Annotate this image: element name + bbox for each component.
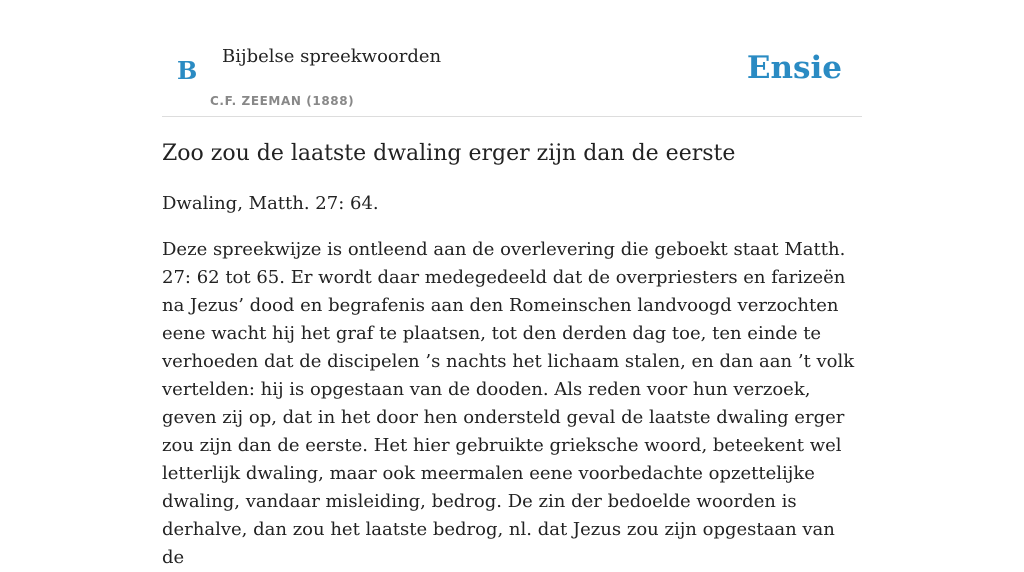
brand-logo[interactable]: Ensie bbox=[746, 50, 842, 86]
header bbox=[162, 0, 862, 117]
article-title: Zoo zou de laatste dwaling erger zijn dan de eerste bbox=[162, 141, 736, 166]
article-reference: Dwaling, Matth. 27: 64. bbox=[162, 193, 379, 214]
article-body: Deze spreekwijze is ontleend aan de overlevering die geboekt staat Matth. 27: 62 tot 65. Er wordt daar medegedeeld dat de overpriesters en farizeën na Jezus’ dood en begrafenis aan den Romeinschen landvoogd verzochten eene wacht hij het graf te plaatsen, tot den derden dag toe, ten einde te verhoeden dat de discipelen ’s nachts het lichaam stalen, en dan aan ’t volk vertelden: hij is opgestaan van de dooden. Als reden voor hun verzoek, geven zij op, dat in het door hen ondersteld geval de laatste dwaling erger zou zijn dan de eerste. Het hier gebruikte grieksche woord, beteekent wel letterlijk dwaling, maar ook meermalen eene voorbedachte opzettelijke dwaling, vandaar misleiding, bedrog. De zin der bedoelde woorden is derhalve, dan zou het laatste bedrog, nl. dat Jezus zou zijn opgestaan van de bbox=[162, 239, 855, 568]
book-logo-icon[interactable]: B bbox=[177, 56, 198, 85]
book-author: C.F. ZEEMAN (1888) bbox=[210, 94, 355, 108]
article bbox=[162, 138, 862, 572]
book-title[interactable]: Bijbelse spreekwoorden bbox=[222, 46, 442, 67]
